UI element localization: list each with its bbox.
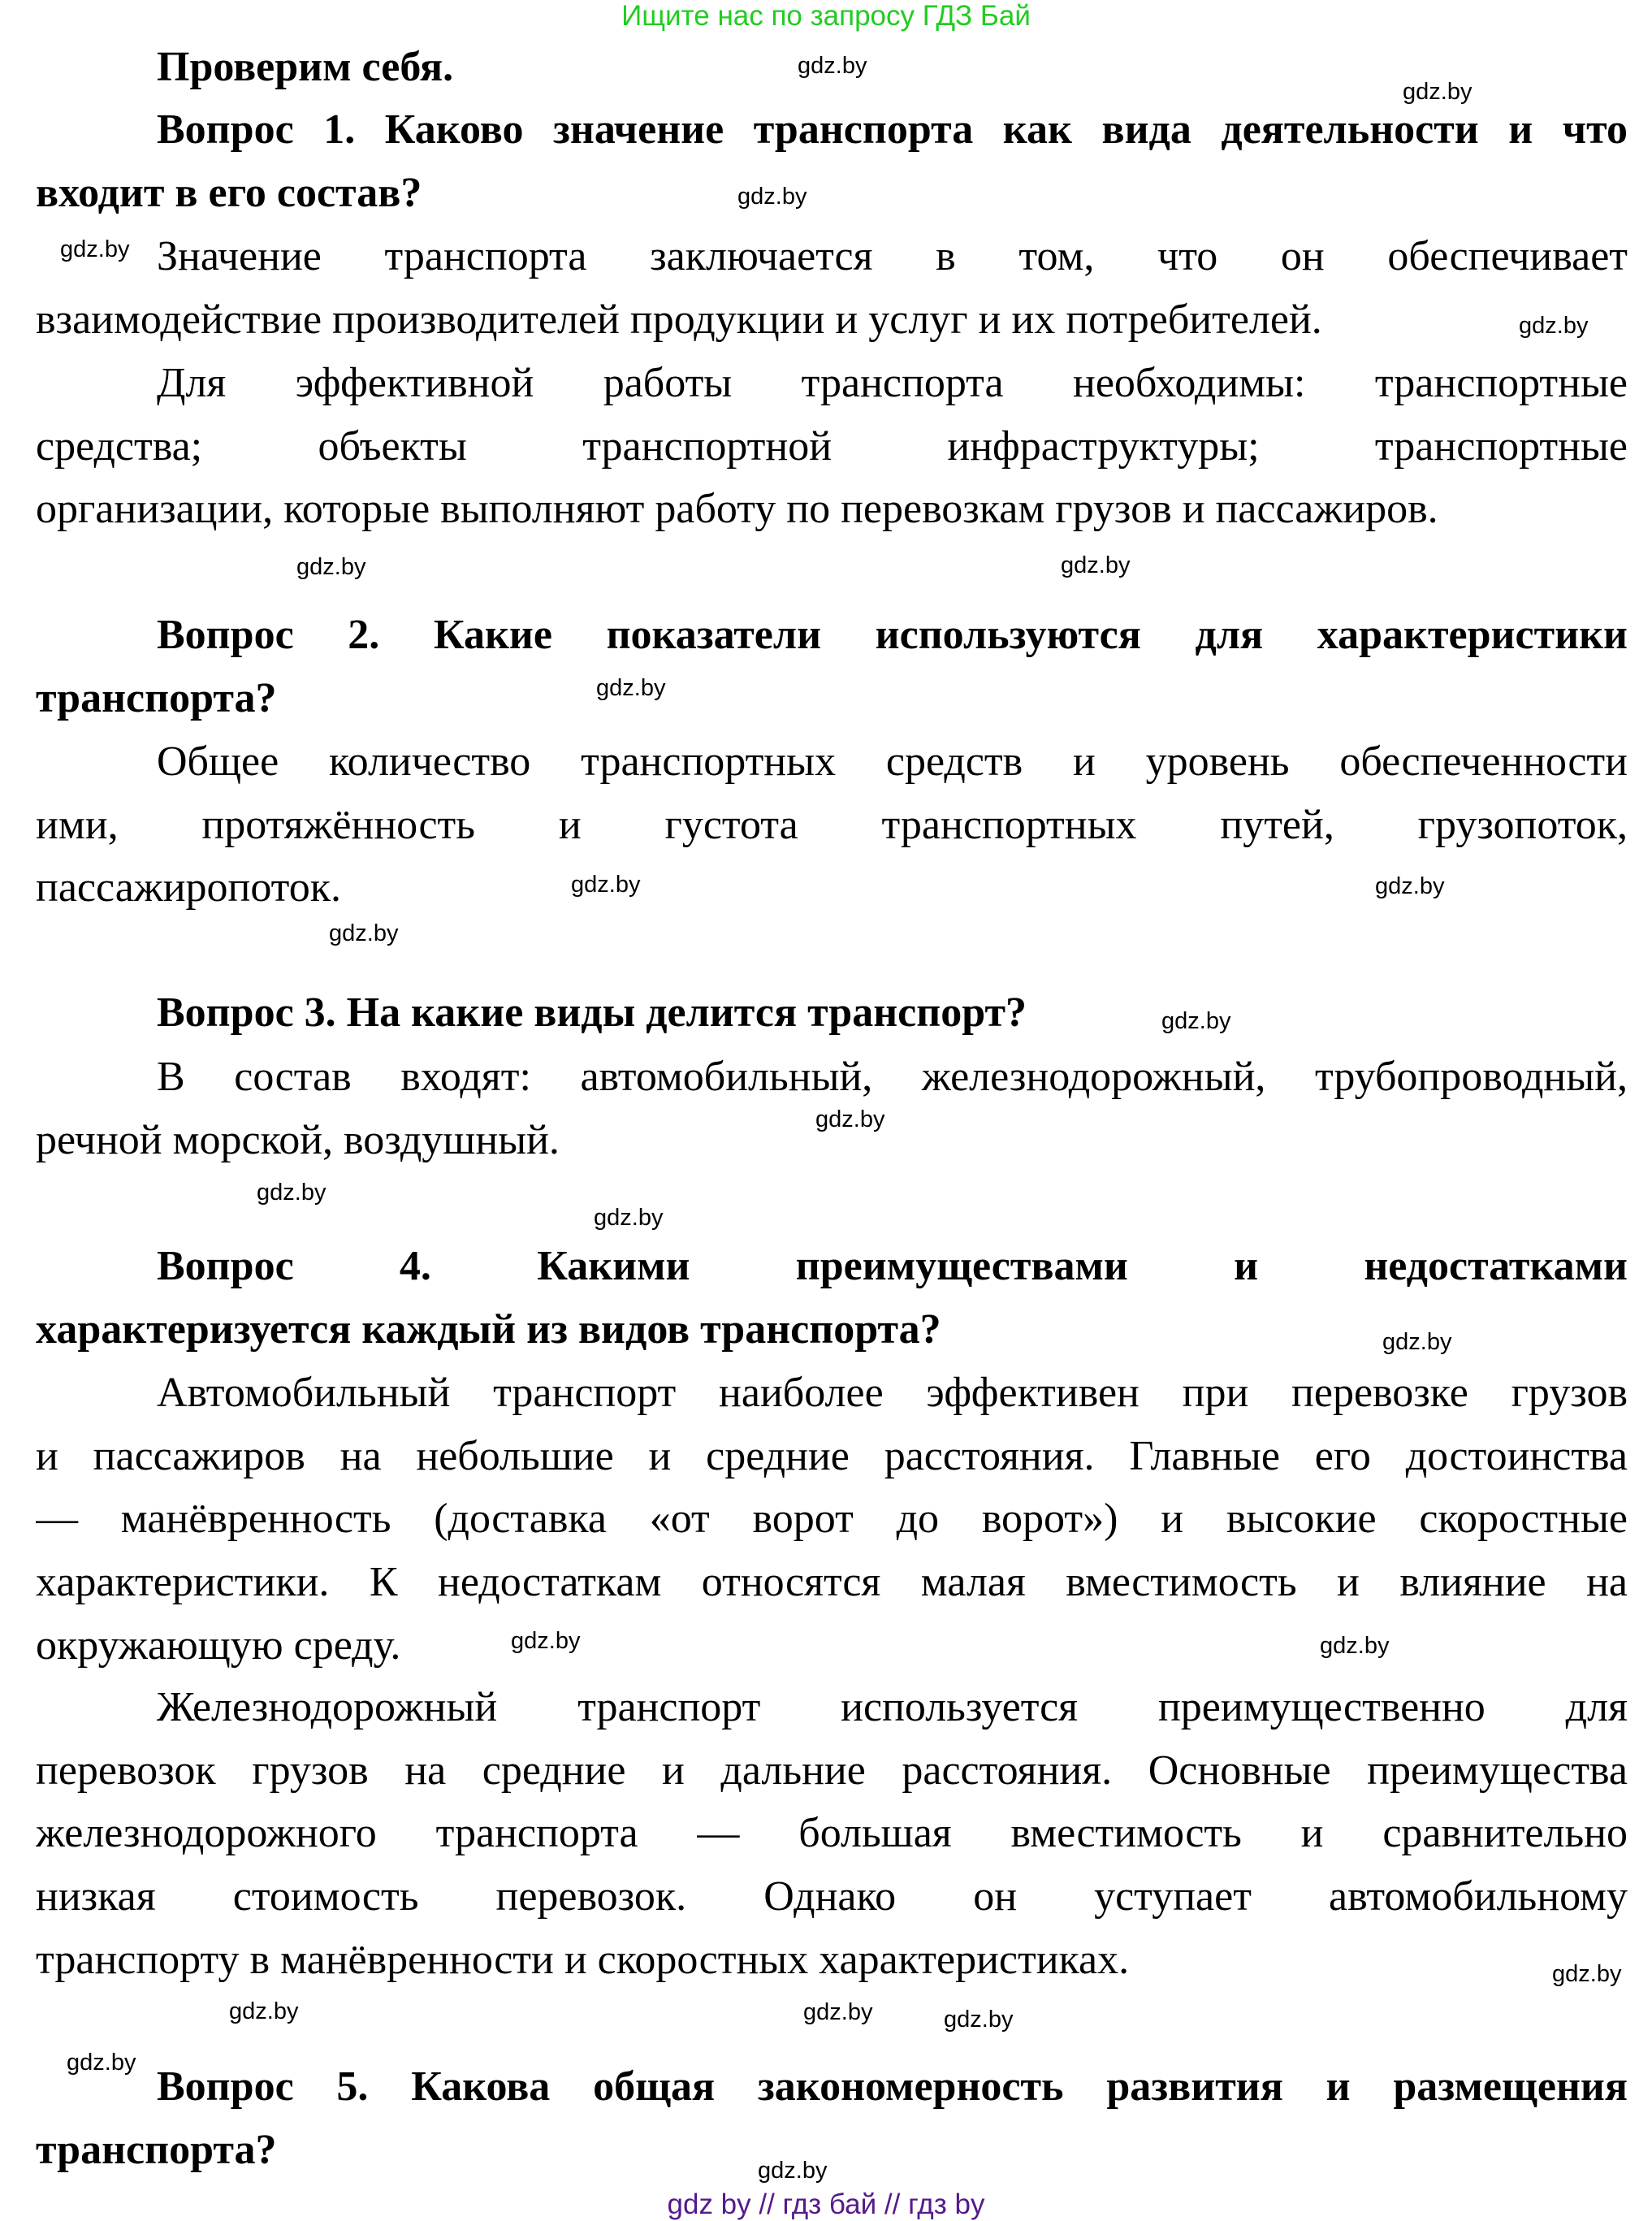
answer-paragraph [36, 225, 1628, 351]
text-line: Автомобильный транспорт наиболее эффективен при перевозке грузов [157, 1370, 1628, 1416]
watermark: gdz.by [596, 675, 666, 701]
text-line: ими, протяжённость и густота транспортных путей, грузопоток, [36, 801, 1628, 848]
text-line: организации, которые выполняют работу по перевозкам грузов и пассажиров. [36, 486, 1438, 533]
text-line: железнодорожного транспорта — большая вместимость и сравнительно [36, 1810, 1628, 1857]
text-line: Вопрос 4. Какими преимуществами и недостатками [157, 1243, 1628, 1289]
watermark: gdz.by [1552, 1961, 1622, 1987]
text-line: речной морской, воздушный. [36, 1116, 560, 1163]
text-line: Вопрос 3. На какие виды делится транспорт? [157, 989, 1027, 1036]
text-line: Вопрос 5. Какова общая закономерность развития и размещения [157, 2063, 1628, 2110]
text-line: транспорта? [36, 2126, 277, 2173]
text-line: окружающую среду. [36, 1621, 401, 1669]
text-line: Для эффективной работы транспорта необходимы: транспортные [157, 360, 1628, 406]
text-line: транспорту в манёвренности и скоростных характеристиках. [36, 1936, 1130, 1983]
text-line: входит в его состав? [36, 169, 422, 216]
watermark: gdz.by [511, 1628, 581, 1654]
text-line: и пассажиров на небольшие и средние расстояния. Главные его достоинства [36, 1432, 1628, 1479]
watermark: gdz.by [1061, 552, 1131, 578]
watermark: gdz.by [296, 554, 366, 580]
text-line: Вопрос 2. Какие показатели используются для характеристики [157, 612, 1628, 658]
text-line: низкая стоимость перевозок. Однако он уступает автомобильному [36, 1873, 1628, 1920]
text-line: В состав входят: автомобильный, железнодорожный, трубопроводный, [157, 1054, 1628, 1100]
watermark: gdz.by [1519, 313, 1589, 339]
text-line: взаимодействие производителей продукции и услуг и их потребителей. [36, 296, 1322, 343]
watermark: gdz.by [798, 53, 867, 79]
question-heading [36, 98, 1628, 224]
watermark: gdz.by [803, 1999, 873, 2025]
watermark: gdz.by [594, 1205, 664, 1231]
watermark: gdz.by [1375, 873, 1445, 899]
text-line: — манёвренность (доставка «от ворот до ворот») и высокие скоростные [36, 1496, 1628, 1543]
text-line: Проверим себя. [157, 44, 454, 90]
answer-paragraph [36, 1362, 1628, 1677]
text-line: Общее количество транспортных средств и уровень обеспеченности [157, 738, 1628, 785]
answer-paragraph [36, 1676, 1628, 1991]
watermark: gdz.by [1161, 1008, 1231, 1034]
watermark: gdz.by [737, 184, 807, 210]
watermark: gdz.by [1403, 79, 1473, 105]
question-heading [36, 2055, 1628, 2181]
text-line: Железнодорожный транспорт используется преимущественно для [157, 1684, 1628, 1730]
text-line: Значение транспорта заключается в том, что он обеспечивает [157, 233, 1628, 279]
watermark: gdz.by [815, 1106, 885, 1132]
watermark: gdz.by [1382, 1329, 1452, 1355]
watermark: gdz.by [571, 872, 641, 898]
watermark: gdz.by [944, 2007, 1014, 2033]
text-line: средства; объекты транспортной инфраструктуры; транспортные [36, 422, 1628, 470]
watermark: gdz.by [67, 2050, 136, 2076]
watermark: gdz.by [60, 236, 130, 262]
watermark: gdz.by [257, 1180, 327, 1206]
question-heading [36, 981, 1628, 1045]
text-line: перевозок грузов на средние и дальние расстояния. Основные преимущества [36, 1747, 1628, 1794]
watermark: gdz.by [1320, 1633, 1390, 1659]
watermark: gdz.by [758, 2158, 828, 2184]
text-line: пассажиропоток. [36, 864, 341, 911]
question-heading [36, 604, 1628, 730]
text-line: транспорта? [36, 674, 277, 721]
text-line: характеризуется каждый из видов транспорта? [36, 1305, 941, 1353]
watermark: gdz.by [329, 920, 399, 946]
answer-paragraph [36, 352, 1628, 541]
search-banner: Ищите нас по запросу ГДЗ Бай [621, 0, 1031, 32]
footer-links[interactable]: gdz by // гдз бай // гдз by [667, 2189, 985, 2220]
text-line: характеристики. К недостаткам относятся малая вместимость и влияние на [36, 1559, 1628, 1606]
text-line: Вопрос 1. Каково значение транспорта как вида деятельности и что [157, 106, 1628, 153]
watermark: gdz.by [229, 1998, 299, 2024]
